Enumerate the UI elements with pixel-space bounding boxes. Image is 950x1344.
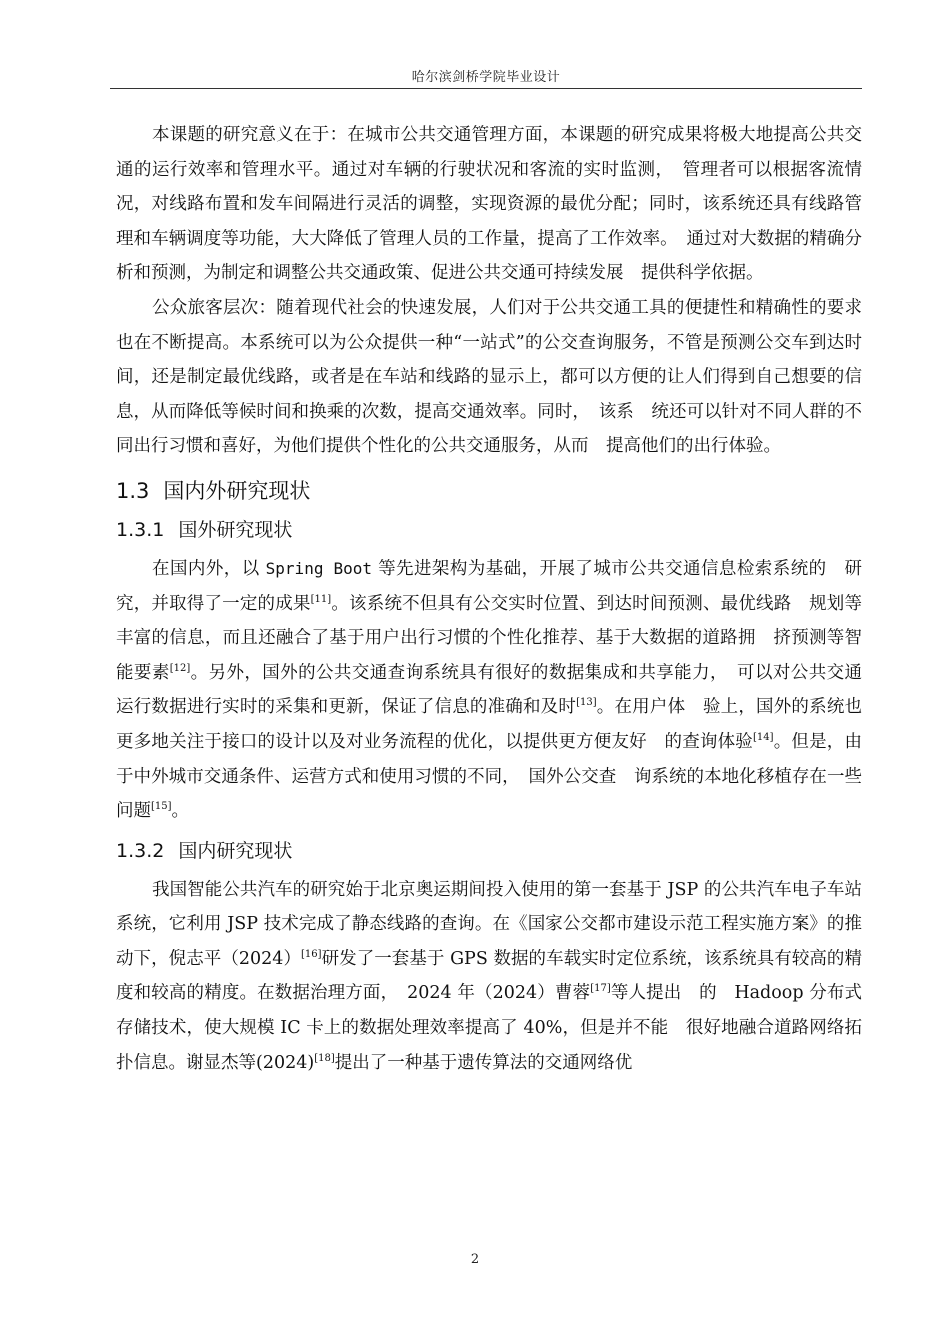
text-run: 等人提出 的 Hadoop 分布式存储技术，使大规模 IC 卡上的数据处理效率提高了 40%，但是并不能 很好地融合道路网络拓扑信息。谢显杰等(2024) xyxy=(116,983,863,1073)
section-heading-1-3-1 xyxy=(116,514,862,546)
text-run: 在国内外，以 xyxy=(152,558,266,579)
page-number: 2 xyxy=(470,1252,480,1267)
text-run: 提出了一种基于遗传算法的交通网络优 xyxy=(334,1052,633,1073)
text-run: 研发了一套基于 GPS 数据的车载实时定位系统，该系统具有较高的精度和较高的精度。在数据治理方面， 2024 年（2024）曹蓉 xyxy=(116,948,862,1004)
citation-ref: [15] xyxy=(151,801,172,813)
text-run: 等先进架构为基础，开展了城市公共交通信息检索系统的 研究，并取得了一定的成果 xyxy=(116,558,863,614)
paragraph-significance: 本课题的研究意义在于：在城市公共交通管理方面，本课题的研究成果将极大地提高公共交通的运行效率和管理水平。通过对车辆的行驶状况和客流的实时监测， 管理者可以根据客流情况，对线路布置和发车间隔进行灵活的调整，实现资源的最优分配；同时，该系统还具有线路管理和车辆调度等功能，大大降低了管理人员的工作量，提高了工作效率。 通过对大数据的精确分析和预测，为制定和调整公共交通政策、促进公共交通可持续发展 提供科学依据。 xyxy=(116,125,862,284)
section-number: 1.3 xyxy=(116,478,150,503)
text-run: 我国智能公共汽车的研究始于北京奥运期间投入使用的第一套基于 JSP 的公共汽车电子车站系统，它利用 JSP 技术完成了静态线路的查询。在《国家公交都市建设示范工程实施方案》的推动下，倪志平（2024） xyxy=(116,879,862,969)
text-run: 。该系统不但具有公交实时位置、到达时间预测、最优线路 规划等丰富的信息，而且还融合了基于用户出行习惯的个性化推荐、基于大数据的道路拥 挤预测等智能要素 xyxy=(116,593,863,683)
subsection-title: 国外研究现状 xyxy=(178,518,293,541)
paragraph-foreign-research xyxy=(116,552,862,829)
section-heading-1-3 xyxy=(116,474,862,508)
paragraph-public-passengers: 公众旅客层次：随着现代社会的快速发展，人们对于公共交通工具的便捷性和精确性的要求也在不断提高。本系统可以为公众提供一种“一站式”的公交查询服务，不管是预测公交车到达时间，还是制定最优线路，或者是在车站和线路的显示上，都可以方便的让人们得到自己想要的信息，从而降低等候时间和换乘的次数，提高交通效率。同时， 该系 统还可以针对不同人群的不同出行习惯和喜好，为他们提供个性化的公共交通服务，从而 提高他们的出行体验。 xyxy=(116,297,862,457)
citation-ref: [16] xyxy=(301,949,322,961)
citation-ref: [14] xyxy=(753,732,774,744)
section-title: 国内外研究现状 xyxy=(163,478,311,503)
text-run: 。在用户体 验上，国外的系统也更多地关注于接口的设计以及对业务流程的优化，以提供更方便友好 的查询体验 xyxy=(116,697,863,752)
subsection-number: 1.3.1 xyxy=(116,518,165,541)
section-heading-1-3-2 xyxy=(116,835,862,867)
subsection-number: 1.3.2 xyxy=(116,839,165,862)
citation-ref: [17] xyxy=(590,983,611,995)
document-body xyxy=(116,118,862,1080)
header-rule xyxy=(110,88,862,89)
text-run: 。 xyxy=(171,801,190,822)
text-run: 。另外，国外的公共交通查询系统具有很好的数据集成和共享能力， 可以对公共交通运行数据进行实时的采集和更新，保证了信息的准确和及时 xyxy=(116,662,863,718)
subsection-title: 国内研究现状 xyxy=(178,839,293,862)
paragraph-domestic-research xyxy=(116,873,862,1081)
citation-ref: [12] xyxy=(169,662,191,674)
text-run: 。但是，由于中外城市交通条件、运营方式和使用习惯的不同， 国外公交查 询系统的本地化移植存在一些问题 xyxy=(116,731,863,822)
citation-ref: [13] xyxy=(576,697,597,709)
running-header: 哈尔滨剑桥学院毕业设计 xyxy=(411,70,561,85)
citation-ref: [18] xyxy=(314,1052,335,1064)
citation-ref: [11] xyxy=(310,593,332,605)
text-run-mono: Spring Boot xyxy=(265,558,373,578)
